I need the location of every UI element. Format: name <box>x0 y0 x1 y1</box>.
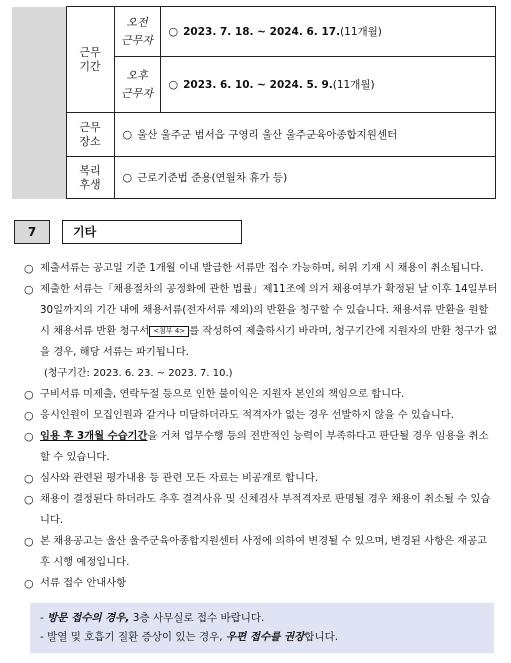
item-text <box>40 279 498 363</box>
attachment-badge: <첨부 4> <box>149 326 189 337</box>
section-number: 7 <box>14 220 50 244</box>
work-place-value <box>114 113 496 157</box>
claim-period-note: (청구기간: 2023. 6. 23. ~ 2023. 7. 10.) <box>44 368 233 379</box>
item-text <box>40 426 498 468</box>
welfare-value <box>114 157 496 199</box>
guide-visit-emphasis: 방문 접수의 경우, <box>47 612 130 624</box>
item-text-part-b: 를 작성하여 제출하시기 바라며, 청구기간에 지원자의 반환 청구가 없을 경우, 해당 서류는 파기됩니다. <box>40 325 498 358</box>
item-text-part-a: 제출한 서류는「채용절차의 공정화에 관한 법률」제11조에 의거 채용여부가 확정된 날 이후 14일부터 30일까지의 기간 내에 채용서류(전자서류 제외)의 반환을 청구할 수 있습니다. 채용서류 반환을 원할 시 채용서류 반환 청구서 <box>40 283 498 337</box>
item-text: 구비서류 미제출, 연락두절 등으로 인한 불이익은 지원자 본인의 책임으로 합니다. <box>40 388 405 400</box>
list-item <box>24 489 498 531</box>
circle-marker: ○ <box>24 493 34 506</box>
guide-mail-emphasis: 우편 접수를 권장 <box>225 631 305 643</box>
morning-period-dates: 2023. 7. 18. ~ 2024. 6. 17. <box>183 26 341 38</box>
morning-worker-label: 오전 근무자 <box>114 7 160 57</box>
afternoon-period-value <box>160 57 496 113</box>
afternoon-worker-label: 오후 근무자 <box>114 57 160 113</box>
list-item <box>24 468 498 489</box>
work-place-text: 울산 울주군 범서읍 구영리 울산 울주군육아종합지원센터 <box>137 129 398 141</box>
work-period-label: 근무 기간 <box>66 7 114 113</box>
circle-marker: ○ <box>24 430 34 443</box>
guide-mail-prefix: - 발열 및 호흡기 질환 증상이 있는 경우, <box>40 631 226 643</box>
afternoon-period-dates: 2023. 6. 10. ~ 2024. 5. 9. <box>183 79 333 91</box>
work-place-label: 근무 장소 <box>66 113 114 157</box>
circle-marker: ○ <box>24 535 34 548</box>
item-text: 서류 접수 안내사항 <box>40 577 127 589</box>
circle-marker: ○ <box>24 409 34 422</box>
list-item <box>24 573 498 594</box>
list-item <box>24 279 498 363</box>
item-text: 제출서류는 공고일 기준 1개월 이내 발급한 서류만 접수 가능하며, 허위 기재 시 채용이 취소됩니다. <box>40 262 484 274</box>
guide-line-visit <box>40 609 484 628</box>
guide-mail-rest: 합니다. <box>304 631 339 643</box>
list-item <box>24 531 498 573</box>
circle-marker: ○ <box>122 128 133 141</box>
list-item <box>24 258 498 279</box>
table-left-shade <box>12 7 66 199</box>
circle-marker: ○ <box>168 78 179 91</box>
list-item <box>24 384 498 405</box>
item-text: 응시인원이 모집인원과 같거나 미달하더라도 적격자가 없는 경우 선발하지 않을 수 있습니다. <box>40 409 454 421</box>
circle-marker: ○ <box>24 262 34 275</box>
circle-marker: ○ <box>24 283 34 296</box>
welfare-text: 근로기준법 준용(연월차 휴가 등) <box>137 172 288 184</box>
section-title: 기타 <box>62 220 242 244</box>
list-item <box>24 405 498 426</box>
item-text: 심사와 관련된 평가내용 등 관련 모든 자료는 비공개로 합니다. <box>40 472 319 484</box>
morning-period-months: (11개월) <box>340 26 382 38</box>
guide-visit-rest: 3층 사무실로 접수 바랍니다. <box>129 612 265 624</box>
guide-dash: - <box>40 612 48 624</box>
circle-marker: ○ <box>24 388 34 401</box>
item-text: 본 채용공고는 울산 울주군육아종합지원센터 사정에 의하여 변경될 수 있으며, 변경된 사항은 재공고 후 시행 예정입니다. <box>40 535 488 568</box>
afternoon-period-months: (11개월) <box>332 79 375 91</box>
section-header <box>14 220 224 244</box>
morning-period-value <box>160 7 496 57</box>
notice-list <box>24 258 498 594</box>
circle-marker: ○ <box>24 472 34 485</box>
submission-guide-box <box>30 603 494 653</box>
welfare-label: 복리 후생 <box>66 157 114 199</box>
item-text-rest: 을 거쳐 업무수행 등의 전반적인 능력이 부족하다고 판단될 경우 임용을 취소할 수 있습니다. <box>40 430 489 463</box>
circle-marker: ○ <box>168 25 179 38</box>
probation-emphasis: 임용 후 3개월 수습기간 <box>40 430 148 442</box>
guide-line-mail <box>40 628 484 647</box>
circle-marker: ○ <box>122 171 133 184</box>
employment-conditions-table <box>12 6 496 199</box>
circle-marker: ○ <box>24 577 34 590</box>
item-text: 채용이 결정된다 하더라도 추후 결격사유 및 신체검사 부적격자로 판명될 경우 채용이 취소될 수 있습니다. <box>40 493 491 526</box>
list-item <box>24 426 498 468</box>
